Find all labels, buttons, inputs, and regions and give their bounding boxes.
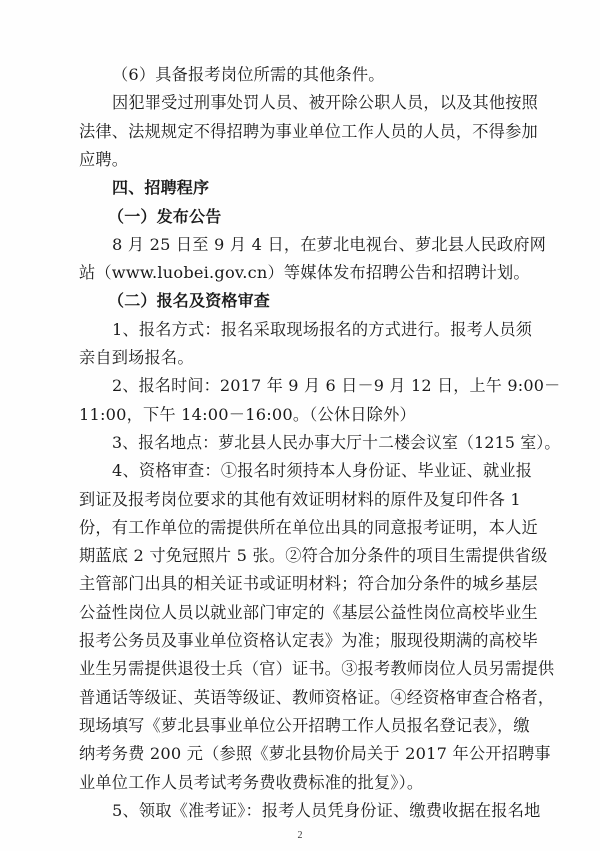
subsection-heading-registration: （二）报名及资格审查: [108, 291, 271, 311]
paragraph-qualification-review-12: 业单位工作人员考试考务费收费标准的批复》）。: [79, 772, 424, 792]
paragraph-qualification-review-6: 公益性岗位人员以就业部门审定的《基层公益性岗位高校毕业生: [79, 602, 538, 622]
subsection-heading-announcement: （一）发布公告: [108, 206, 222, 226]
paragraph-announcement-cont: 站（www.luobei.gov.cn）等媒体发布招聘公告和招聘计划。: [79, 263, 530, 283]
paragraph-qualification-review-11: 纳考务费 200 元（参照《萝北县物价局关于 2017 年公开招聘事: [79, 744, 551, 764]
paragraph-registration-place: 3、报名地点：萝北县人民办事大厅十二楼会议室（1215 室）。: [112, 432, 561, 452]
paragraph-disqualification-cont: 法律、法规规定不得招聘为事业单位工作人员的人员，不得参加: [79, 121, 538, 141]
paragraph-admission-ticket: 5、领取《准考证》：报考人员凭身份证、缴费收据在报名地: [112, 800, 541, 820]
paragraph-condition-6: （6）具备报考岗位所需的其他条件。: [112, 65, 385, 84]
paragraph-qualification-review-10: 现场填写《萝北县事业单位公开招聘工作人员报名登记表》，缴: [79, 715, 530, 735]
section-heading-procedure: 四、招聘程序: [112, 178, 210, 198]
paragraph-registration-time: 2、报名时间：2017 年 9 月 6 日－9 月 12 日，上午 9:00－: [112, 376, 561, 396]
paragraph-qualification-review-5: 主管部门出具的相关证书或证明材料；符合加分条件的城乡基层: [79, 574, 538, 594]
paragraph-registration-time-cont: 11:00，下午 14:00－16:00。（公休日除外）: [79, 404, 416, 424]
paragraph-disqualification-end: 应聘。: [79, 149, 129, 169]
paragraph-qualification-review-4: 期蓝底 2 寸免冠照片 5 张。②符合加分条件的项目生需提供省级: [79, 546, 548, 566]
paragraph-qualification-review-2: 到证及报考岗位要求的其他有效证明材料的原件及复印件各 1: [79, 489, 521, 509]
page-number: 2: [297, 830, 303, 841]
paragraph-announcement: 8 月 25 日至 9 月 4 日，在萝北电视台、萝北县人民政府网: [112, 234, 547, 254]
paragraph-qualification-review-8: 业生另需提供退役士兵（官）证书。③报考教师岗位人员另需提供: [79, 659, 555, 679]
paragraph-registration-method: 1、报名方式：报名采取现场报名的方式进行。报考人员须: [112, 319, 533, 339]
paragraph-qualification-review-3: 份，有工作单位的需提供所在单位出具的同意报考证明，本人近: [79, 517, 538, 537]
paragraph-registration-method-cont: 亲自到场报名。: [79, 348, 194, 367]
paragraph-disqualification: 因犯罪受过刑事处罚人员、被开除公职人员，以及其他按照: [112, 93, 539, 113]
paragraph-qualification-review-9: 普通话等级证、英语等级证、教师资格证。④经资格审查合格者，: [79, 687, 555, 707]
paragraph-qualification-review-7: 报考公务员及事业单位资格认定表》为准；服现役期满的高校毕: [79, 631, 538, 650]
paragraph-qualification-review: 4、资格审查：①报名时须持本人身份证、毕业证、就业报: [112, 461, 533, 481]
